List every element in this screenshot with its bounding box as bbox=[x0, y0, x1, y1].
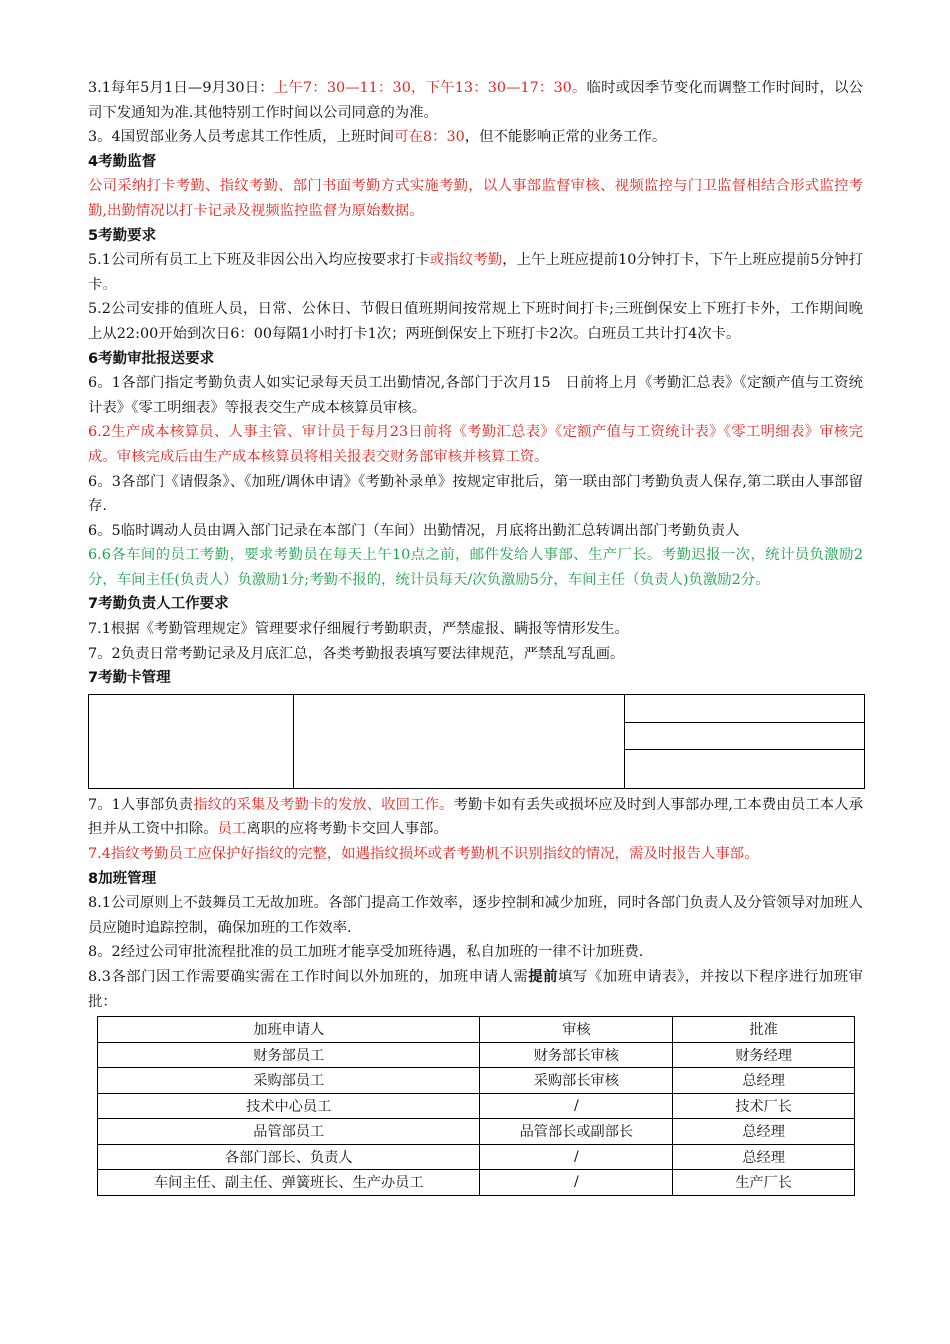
heading-6: 6考勤审批报送要求 bbox=[88, 350, 215, 367]
document-page bbox=[88, 76, 863, 1196]
table-cell-approve: 总经理 bbox=[673, 1144, 855, 1170]
para-8-3-rest: 填写《加班申请表》，并按以下程序进行加班审批： bbox=[88, 969, 863, 1010]
para-7b-1-staff: 员工 bbox=[217, 821, 247, 838]
table-cell-approve: 技术厂长 bbox=[673, 1093, 855, 1119]
table-cell-review: 采购部长审核 bbox=[480, 1068, 673, 1094]
para-5-1-rest: ，上午上班应提前10分钟打卡，下午上班应提前5分钟打卡 bbox=[88, 252, 863, 293]
para-8-1: 8.1公司原则上不鼓舞员工无故加班。各部门提高工作效率，逐步控制和减少加班，同时各部门负责人及分管领导对加班人员应随时追踪控制，确保加班的工作效率. bbox=[88, 895, 863, 936]
table-cell-approve: 生产厂长 bbox=[673, 1170, 855, 1196]
table-cell-applicant: 技术中心员工 bbox=[98, 1093, 480, 1119]
para-5-1 bbox=[88, 248, 863, 297]
para-3-4 bbox=[88, 125, 863, 150]
para-3-1-hours: 上午7：30—11：30，下午13：30—17：30。 bbox=[273, 80, 587, 96]
table-header-cell: 审核 bbox=[480, 1017, 673, 1043]
para-7b-1-red: 指纹的采集及考勤卡的发放、收回工作。 bbox=[193, 796, 454, 813]
para-3-1 bbox=[88, 76, 863, 125]
para-3-4-text: 3。4国贸部业务人员考虑其工作性质，上班时间 bbox=[88, 129, 395, 146]
para-6-5: 6。5临时调动人员由调入部门记录在本部门（车间）出勤情况，月底将出勤汇总转调出部门考勤负责人 bbox=[88, 522, 740, 539]
table-cell-applicant: 财务部员工 bbox=[98, 1042, 480, 1068]
overtime-approval-table bbox=[97, 1016, 855, 1196]
para-8-2: 8。2经过公司审批流程批准的员工加班才能享受加班待遇，私自加班的一律不计加班费. bbox=[88, 944, 644, 961]
card-table-divider-2 bbox=[624, 695, 625, 788]
table-cell-approve: 财务经理 bbox=[673, 1042, 855, 1068]
para-5-1-text: 5.1公司所有员工上下班及非因公出入均应按要求打卡 bbox=[88, 252, 430, 269]
table-header-cell: 批准 bbox=[673, 1017, 855, 1043]
table-header-cell: 加班申请人 bbox=[98, 1017, 480, 1043]
table-row bbox=[98, 1093, 855, 1119]
para-6-1: 6。1各部门指定考勤负责人如实记录每天员工出勤情况,各部门于次月15 日前将上月《考勤汇总表》《定额产值与工资统计表》《零工明细表》等报表交生产成本核算员审核。 bbox=[88, 375, 863, 416]
para-7-1: 7.1根据《考勤管理规定》管理要求仔细履行考勤职责，严禁虚报、瞒报等情形发生。 bbox=[88, 621, 629, 638]
para-7b-1-end: 离职的应将考勤卡交回人事部。 bbox=[246, 821, 448, 838]
table-cell-approve: 总经理 bbox=[673, 1119, 855, 1145]
table-cell-applicant: 各部门部长、负责人 bbox=[98, 1144, 480, 1170]
table-row bbox=[98, 1144, 855, 1170]
para-7-2: 7。2负责日常考勤记录及月底汇总，各类考勤报表填写要法律规范，严禁乱写乱画。 bbox=[88, 645, 625, 662]
table-cell-review: / bbox=[480, 1170, 673, 1196]
para-5-1-fingerprint: 或指纹考勤 bbox=[429, 252, 503, 269]
attendance-card-table bbox=[88, 694, 865, 789]
para-8-3 bbox=[88, 965, 863, 1014]
para-3-4-rest: ，但不能影响正常的业务工作。 bbox=[464, 129, 667, 146]
table-cell-applicant: 采购部员工 bbox=[98, 1068, 480, 1094]
para-5-2: 5.2公司安排的值班人员，日常、公休日、节假日值班期间按常规上下班时间打卡;三班倒保安上下班打卡外，工作期间晚上从22:00开始到次日6：00每隔1小时打卡1次；两班倒保安上下班打卡2次。白班员工共计打4次卡。 bbox=[88, 301, 863, 342]
heading-7: 7考勤负责人工作要求 bbox=[88, 596, 229, 613]
para-3-1-text: 3.1每年5月1日—9月30日： bbox=[88, 80, 274, 96]
heading-4: 4考勤监督 bbox=[88, 153, 157, 170]
table-cell-applicant: 车间主任、副主任、弹簧班长、生产办员工 bbox=[98, 1170, 480, 1196]
table-header-row bbox=[98, 1017, 855, 1043]
table-cell-applicant: 品管部员工 bbox=[98, 1119, 480, 1145]
para-7b-4: 7.4指纹考勤员工应保护好指纹的完整，如遇指纹损坏或者考勤机不识别指纹的情况，需及时报告人事部。 bbox=[88, 846, 759, 863]
heading-5: 5考勤要求 bbox=[88, 227, 157, 244]
table-cell-review: 财务部长审核 bbox=[480, 1042, 673, 1068]
table-cell-review: / bbox=[480, 1144, 673, 1170]
para-6-3: 6。3各部门《请假条》、《加班/调休申请》《考勤补录单》按规定审批后，第一联由部门考勤负责人保存,第二联由人事部留存. bbox=[88, 473, 863, 515]
para-7b-1 bbox=[88, 793, 863, 842]
para-4: 公司采纳打卡考勤、指纹考勤、部门书面考勤方式实施考勤，以人事部监督审核、视频监控与门卫监督相结合形式监控考勤,出勤情况以打卡记录及视频监控监督为原始数据。 bbox=[88, 178, 863, 219]
para-3-1-rest: 临时或因季节变化而调整工作时间时，以公司下发通知为准.其他特别工作时间以公司同意的为准。 bbox=[88, 80, 863, 121]
table-row bbox=[98, 1170, 855, 1196]
table-row bbox=[98, 1119, 855, 1145]
para-5-1-end: 。 bbox=[102, 276, 117, 293]
card-table-row-line-2 bbox=[624, 749, 864, 750]
para-6-2-text: 6.2生产成本核算员、人事主管、审计员于每月23日前将《考勤汇总表》《定额产值与工资统计表》《零工明细表》审核完成。 bbox=[88, 424, 863, 465]
para-6-6: 6.6各车间的员工考勤，要求考勤员在每天上午10点之前，邮件发给人事部、生产厂长。考勤迟报一次，统计员负激励2分，车间主任(负责人）负激励1分;考勤不报的，统计员每天/次负激励5分，车间主任（负责人)负激励2分。 bbox=[88, 547, 863, 588]
para-6-2-rest: 审核完成后由生产成本核算员将相关报表交财务部审核并核算工资。 bbox=[116, 448, 549, 465]
card-table-divider-1 bbox=[293, 695, 294, 788]
heading-7-card: 7考勤卡管理 bbox=[88, 670, 171, 687]
table-row bbox=[98, 1068, 855, 1094]
para-7b-1-rest: 考勤卡如有丢失或损坏应及时到人事部办理,工本费由员工本人承担并从工资中扣除。 bbox=[88, 796, 863, 838]
para-3-4-time: 可在8：30 bbox=[394, 129, 465, 146]
heading-8: 8加班管理 bbox=[88, 870, 157, 887]
table-cell-review: 品管部长或副部长 bbox=[480, 1119, 673, 1145]
table-row bbox=[98, 1042, 855, 1068]
table-cell-approve: 总经理 bbox=[673, 1068, 855, 1094]
para-6-2 bbox=[88, 420, 863, 469]
para-7b-1-text: 7。1人事部负责 bbox=[88, 796, 194, 813]
card-table-row-line-1 bbox=[624, 722, 864, 723]
para-8-3-text: 8.3各部门因工作需要确实需在工作时间以外加班的，加班申请人需 bbox=[88, 969, 529, 985]
table-cell-review: / bbox=[480, 1093, 673, 1119]
para-8-3-bold: 提前 bbox=[528, 968, 559, 985]
